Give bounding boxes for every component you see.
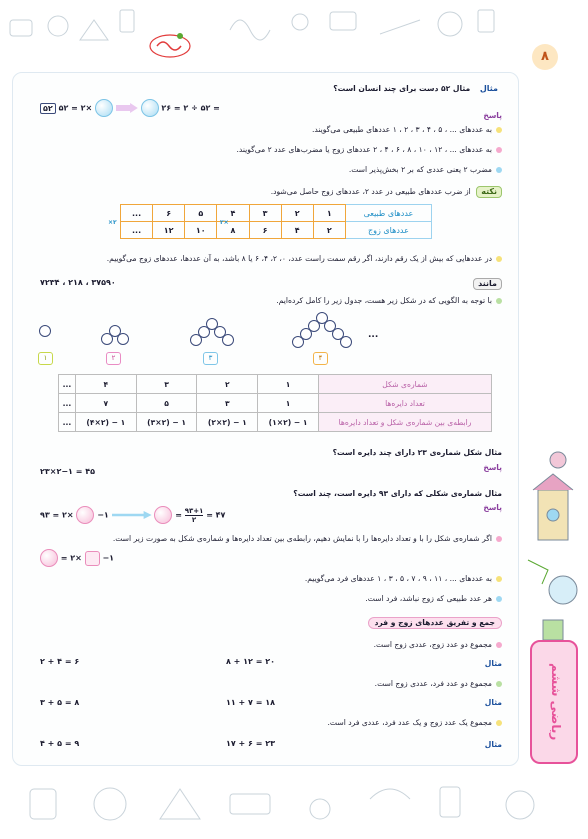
arrow-icon (116, 103, 138, 113)
chapter-side-label: ریاضی ششم (530, 640, 578, 764)
shape-23-answer: ۲۳×۲−۱ = ۴۵ (40, 467, 95, 476)
example-sum: ۴ + ۵ = ۹ (40, 739, 80, 748)
natural-even-table: ... ۶ ۵ ۴ ۳ ۲ ۱ عددهای طبیعی ... ۱۲ ۱۰ ۸ ۶ ۴ ۲ عددهای زوج (120, 204, 432, 239)
text-line: در عددهایی که بیش از یک رقم دارند، اگر رقم سمت راست عدد، ۰، ۲، ۴، ۶ یا ۸ باشد، به آن عددها، عددهای زوج می‌گوییم. (22, 254, 502, 264)
question-shape-23: مثال شکل شماره‌ی ۲۳ دارای چند دایره است؟ (332, 448, 502, 457)
figure-label: ۲ (106, 352, 121, 365)
example-tag: مانند (473, 278, 502, 290)
question-52: مثال مثال ۵۲ دست برای چند انسان است؟ (333, 84, 502, 94)
blank-square (85, 551, 100, 566)
text-line: به عددهای ... ، ۵ ، ۴ ، ۳ ، ۲ ، ۱ عددهای طبیعی می‌گویند. (312, 125, 502, 135)
fraction: $\frac{۹۳+۱}{۲}$ (184, 506, 204, 524)
text-line: اگر شماره‌ی شکل را با و تعداد دایره‌ها را با نمایش دهیم، رابطه‌ی بین تعداد دایره‌ها و شماره‌ی شکل به صورت زیر است. (113, 534, 502, 544)
example-sum: ۳ + ۵ = ۸ (40, 698, 80, 707)
page-number: ٨ (532, 44, 558, 70)
example-label: مثال (479, 84, 498, 93)
question-93: مثال شماره‌ی شکلی که دارای ۹۳ دایره است، چند است؟ (293, 489, 502, 498)
multiply-label: ×۲ (108, 219, 117, 226)
example-sum: ۲ + ۴ = ۶ (40, 657, 80, 666)
blank-bubble (76, 506, 94, 524)
rule-line: مجموع یک عدد زوج و یک عدد فرد، عددی فرد است. (327, 718, 502, 728)
q52-equation: ۵۲ ۵۲ = ۲× ۲۶ = ۲ ÷ ۵۲ = (40, 99, 220, 117)
note-line: نکته از ضرب عددهای طبیعی در عدد ۲، عددهای زوج حاصل می‌شود. (271, 186, 502, 198)
figure-label: ۳ (203, 352, 218, 365)
rule-line: مجموع دو عدد زوج، عددی زوج است. (374, 640, 502, 650)
note-tag: نکته (476, 186, 502, 198)
blank-bubble (141, 99, 159, 117)
blank-bubble (95, 99, 113, 117)
blank-bubble (40, 549, 58, 567)
answer-box: ۵۲ (40, 103, 56, 114)
example-label: مثال (484, 698, 502, 707)
bottom-doodles (0, 769, 588, 839)
text-line: هر عدد طبیعی که زوج نباشد، فرد است. (365, 594, 502, 604)
answer-label: پاسخ (483, 463, 502, 472)
example-sum: ۱۷ + ۶ = ۲۳ (226, 739, 275, 748)
top-doodles (0, 0, 588, 70)
rule-line: مجموع دو عدد فرد، عددی زوج است. (375, 679, 502, 689)
section-heading: جمع و تفریق عددهای زوج و فرد (368, 617, 503, 629)
figure-label: ۱ (38, 352, 53, 365)
relation-equation: = ۲× −۱ (40, 549, 114, 567)
example-line (470, 278, 502, 290)
arrow-icon (112, 511, 152, 519)
multiply-label: ۲× (220, 219, 229, 226)
answer-label: پاسخ (483, 111, 502, 120)
answer-label: پاسخ (483, 503, 502, 512)
text-line: به عددهای ... ، ۱۲ ، ۱۰ ، ۸ ، ۶ ، ۴ ، ۲ عددهای زوج یا مضرب‌های عدد ۲ می‌گویند. (236, 145, 502, 155)
figure-ellipsis: ... (368, 330, 379, 340)
text-line: با توجه به الگویی که در شکل زیر هست، جدول زیر را کامل کرده‌ایم. (276, 296, 502, 306)
pattern-table: ... ۴ ۳ ۲ ۱ شماره‌ی شکل ... ۷ ۵ ۳ ۱ تعداد دایره‌ها ... (۴×۲) − ۱ (۳×۲) − ۱ (۲×۲) − ۱ (۱×۲) − ۱ رابطه‌ی بین شماره‌ی شکل و تعداد دایره‌ها (58, 374, 492, 432)
example-label: مثال (484, 659, 502, 668)
example-label: مثال (484, 740, 502, 749)
text-line: مضرب ۲ یعنی عددی که بر ۲ بخش‌پذیر است. (349, 165, 502, 175)
even-examples: ۷۲۳۴ ، ۲۱۸ ، ۳۷۵۹۰ (40, 278, 116, 287)
figure-label: ۴ (313, 352, 328, 365)
text-line: به عددهای ... ، ۱۱ ، ۹ ، ۷ ، ۵ ، ۳ ، ۱ عددهای فرد می‌گوییم. (305, 574, 502, 584)
blank-bubble (154, 506, 172, 524)
publisher-logo (145, 30, 195, 60)
93-equation: ۹۳ = ۲× −۱ = $\frac{۹۳+۱}{۲}$ = ۴۷ (40, 506, 226, 524)
example-sum: ۱۱ + ۷ = ۱۸ (226, 698, 275, 707)
example-sum: ۸ + ۱۲ = ۲۰ (226, 657, 275, 666)
